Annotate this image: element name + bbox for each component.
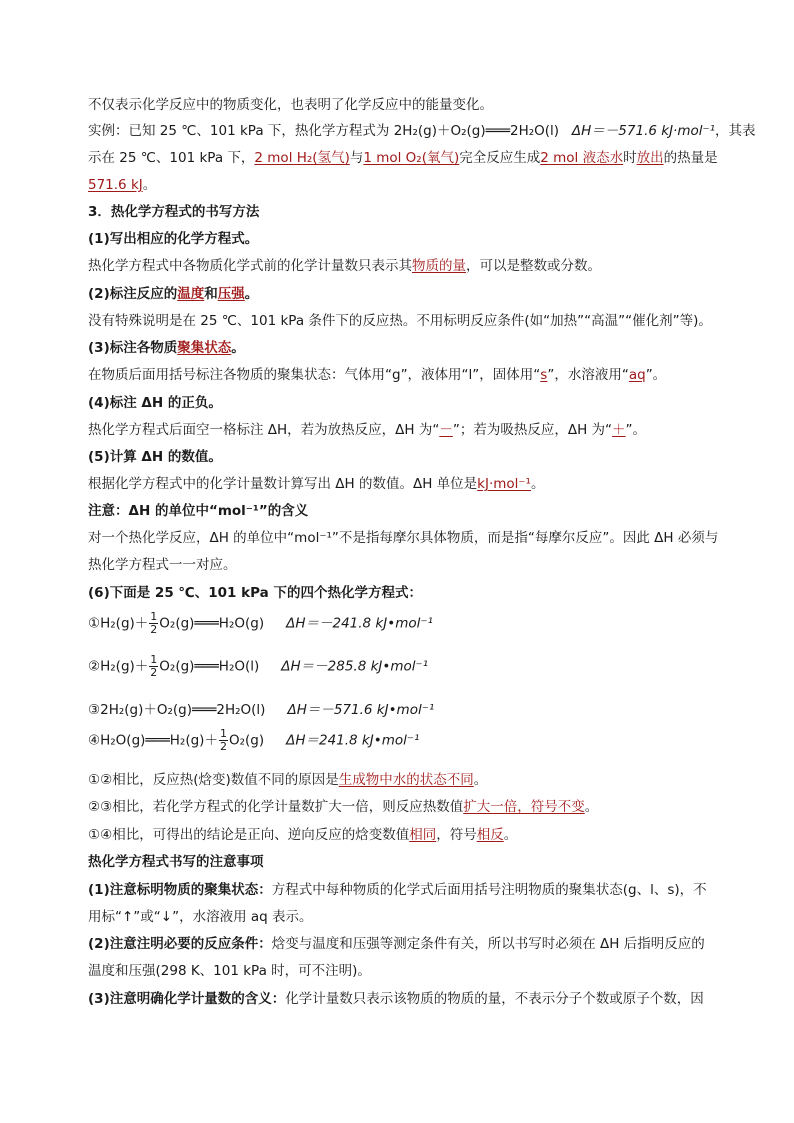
answer-blank: 相反 xyxy=(476,827,504,843)
comparison-1-4: ①④相比，可得出的结论是正向、逆向反应的焓变数值相同，符号相反。 xyxy=(88,827,518,843)
step-2-text: 没有特殊说明是在 25 ℃、101 kPa 条件下的反应热。不用标明反应条件(如“加热”“高温”“催化剂”等)。 xyxy=(88,313,712,329)
note-1-line-2: 用标“↑”或“↓”，水溶液用 aq 表示。 xyxy=(88,909,313,925)
answer-blank: 2 mol H₂(氢气) xyxy=(254,150,350,166)
note-title: 注意：ΔH 的单位中“mol⁻¹”的含义 xyxy=(88,503,309,519)
step-5-title: (5)计算 ΔH 的数值。 xyxy=(88,449,222,465)
answer-blank: 571.6 kJ xyxy=(88,177,143,193)
note-1-line-1: (1)注意标明物质的聚集状态：方程式中每种物质的化学式后面用括号注明物质的聚集状态(g、l、s)，不 xyxy=(88,882,707,898)
step-6-title: (6)下面是 25 ℃、101 kPa 下的四个热化学方程式： xyxy=(88,585,422,601)
answer-blank: 相同 xyxy=(409,827,437,843)
equation-4: ④H₂O(g)═══H₂(g)＋ $\frac{1}{2}$ O₂(g) ΔH＝241.8 kJ•mol⁻¹ xyxy=(88,727,420,753)
answer-blank: 放出 xyxy=(636,150,664,166)
step-3-title: (3)标注各物质聚集状态。 xyxy=(88,340,245,356)
answer-blank: 压强 xyxy=(217,286,245,302)
answer-blank: 2 mol 液态水 xyxy=(540,150,624,166)
answer-blank: 聚集状态 xyxy=(177,340,232,356)
example-line-2: 示在 25 ℃、101 kPa 下，2 mol H₂(氢气)与1 mol O₂(氧气)完全反应生成2 mol 液态水时放出的热量是 xyxy=(88,150,718,166)
answer-blank: 生成物中水的状态不同 xyxy=(338,772,474,788)
fraction: $\frac{1}{2}$ xyxy=(150,610,158,636)
note-text-1: 对一个热化学反应，ΔH 的单位中“mol⁻¹”不是指每摩尔具体物质，而是指“每摩尔反应”。因此 ΔH 必须与 xyxy=(88,530,719,546)
example-line-1: 实例：已知 25 ℃、101 kPa 下，热化学方程式为 2H₂(g)＋O₂(g)═══2H₂O(l) ΔH＝－571.6 kJ·mol⁻¹，其表 xyxy=(88,123,756,139)
note-text-2: 热化学方程式一一对应。 xyxy=(88,557,237,573)
answer-blank: 物质的量 xyxy=(412,258,466,274)
step-4-text: 热化学方程式后面空一格标注 ΔH，若为放热反应，ΔH 为“－”；若为吸热反应，ΔH 为“＋”。 xyxy=(88,422,647,438)
comparison-1-2: ①②相比，反应热(焓变)数值不同的原因是生成物中水的状态不同。 xyxy=(88,772,488,788)
step-1-text: 热化学方程式中各物质化学式前的化学计量数只表示其物质的量，可以是整数或分数。 xyxy=(88,258,601,274)
equation-2: ②H₂(g)＋ $\frac{1}{2}$ O₂(g)═══H₂O(l) ΔH＝－285.8 kJ•mol⁻¹ xyxy=(88,653,429,679)
notes-heading: 热化学方程式书写的注意事项 xyxy=(88,854,264,870)
answer-blank: s xyxy=(540,367,548,383)
note-2-line-1: (2)注意注明必要的反应条件：焓变与温度和压强等测定条件有关，所以书写时必须在 ΔH 后指明反应的 xyxy=(88,936,705,952)
note-2-line-2: 温度和压强(298 K、101 kPa 时，可不注明)。 xyxy=(88,963,371,979)
intro-line: 不仅表示化学反应中的物质变化，也表明了化学反应中的能量变化。 xyxy=(88,97,493,113)
equation-1: ①H₂(g)＋ $\frac{1}{2}$ O₂(g)═══H₂O(g) ΔH＝－241.8 kJ•mol⁻¹ xyxy=(88,610,433,636)
step-5-text: 根据化学方程式中的化学计量数计算写出 ΔH 的数值。ΔH 单位是kJ·mol⁻¹。 xyxy=(88,476,545,492)
answer-blank: 温度 xyxy=(177,286,205,302)
answer-blank: 扩大一倍，符号不变 xyxy=(463,799,585,815)
answer-blank: kJ·mol⁻¹ xyxy=(477,476,531,492)
example-line-3: 571.6 kJ。 xyxy=(88,177,157,193)
answer-blank: ＋ xyxy=(612,422,626,438)
note-3-line-1: (3)注意明确化学计量数的含义：化学计量数只表示该物质的物质的量，不表示分子个数或原子个数，因 xyxy=(88,991,704,1007)
fraction: $\frac{1}{2}$ xyxy=(150,653,158,679)
step-4-title: (4)标注 ΔH 的正负。 xyxy=(88,395,222,411)
step-2-title: (2)标注反应的温度和压强。 xyxy=(88,286,259,302)
answer-blank: aq xyxy=(628,367,646,383)
equation-3: ③2H₂(g)＋O₂(g)═══2H₂O(l) ΔH＝－571.6 kJ•mol⁻¹ xyxy=(88,702,435,718)
section-heading: 3．热化学方程式的书写方法 xyxy=(88,204,260,220)
step-1-title: (1)写出相应的化学方程式。 xyxy=(88,231,259,247)
fraction: $\frac{1}{2}$ xyxy=(219,727,227,753)
answer-blank: 1 mol O₂(氧气) xyxy=(363,150,460,166)
step-3-text: 在物质后面用括号标注各物质的聚集状态：气体用“g”，液体用“l”，固体用“s”，水溶液用“aq”。 xyxy=(88,367,667,383)
comparison-2-3: ②③相比，若化学方程式的化学计量数扩大一倍，则反应热数值扩大一倍，符号不变。 xyxy=(88,799,599,815)
answer-blank: － xyxy=(439,422,453,438)
